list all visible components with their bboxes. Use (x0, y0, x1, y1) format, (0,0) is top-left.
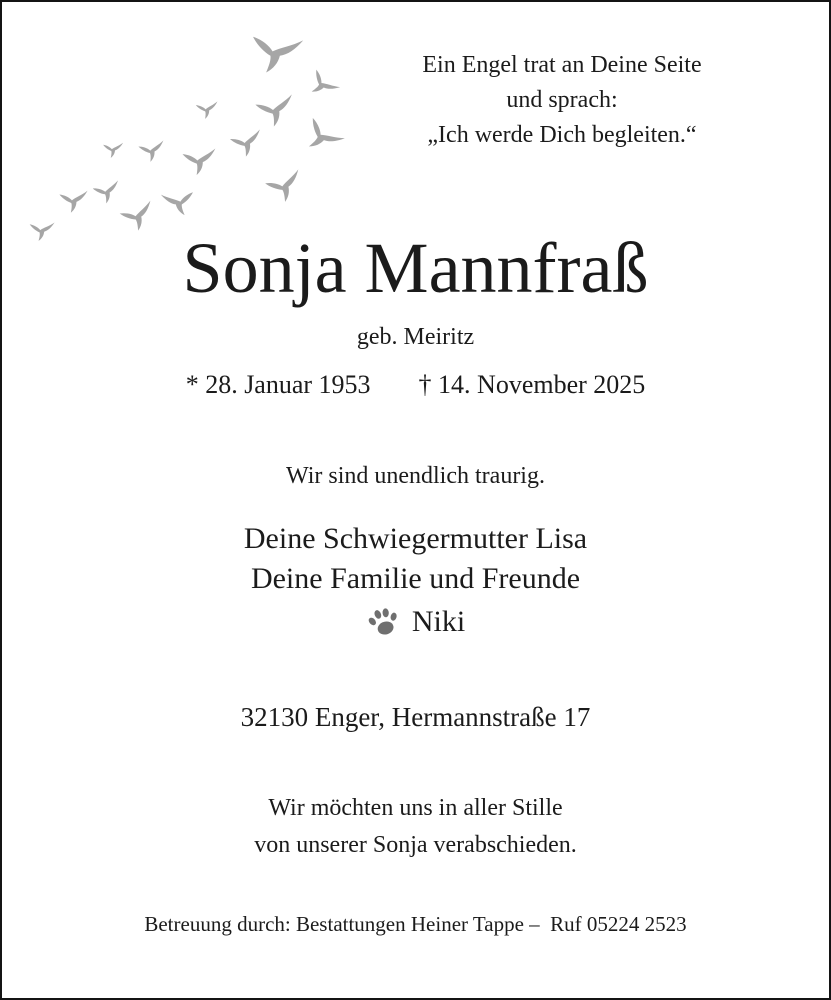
funeral-home-footer: Betreuung durch: Bestattungen Heiner Tappe – Ruf 05224 2523 (144, 912, 687, 936)
mourner-line-1: Deine Schwiegermutter Lisa (243, 522, 588, 555)
pet-line (2, 602, 829, 642)
quote-line-3: „Ich werde Dich begleiten.“ (427, 122, 697, 148)
death-date: † 14. November 2025 (418, 370, 646, 399)
pet-name: Niki (411, 605, 466, 638)
grief-line: Wir sind unendlich traurig. (286, 463, 545, 489)
farewell-block (2, 790, 829, 864)
quote-line-2: und sprach: (506, 87, 618, 113)
deceased-name: Sonja Mannfraß (182, 228, 649, 308)
life-dates (2, 368, 829, 402)
quote-block (350, 48, 774, 153)
birth-date: * 28. Januar 1953 (185, 370, 371, 399)
bird-flock-icon (20, 28, 355, 250)
farewell-line-2: von unserer Sonja verabschieden. (254, 832, 577, 858)
farewell-line-1: Wir möchten uns in aller Stille (268, 795, 563, 821)
paw-print-icon (366, 606, 402, 638)
address-line: 32130 Enger, Hermannstraße 17 (240, 702, 591, 732)
quote-line-1: Ein Engel trat an Deine Seite (422, 52, 702, 78)
mourner-line-2: Deine Familie und Freunde (250, 562, 581, 595)
maiden-name: geb. Meiritz (356, 324, 475, 350)
